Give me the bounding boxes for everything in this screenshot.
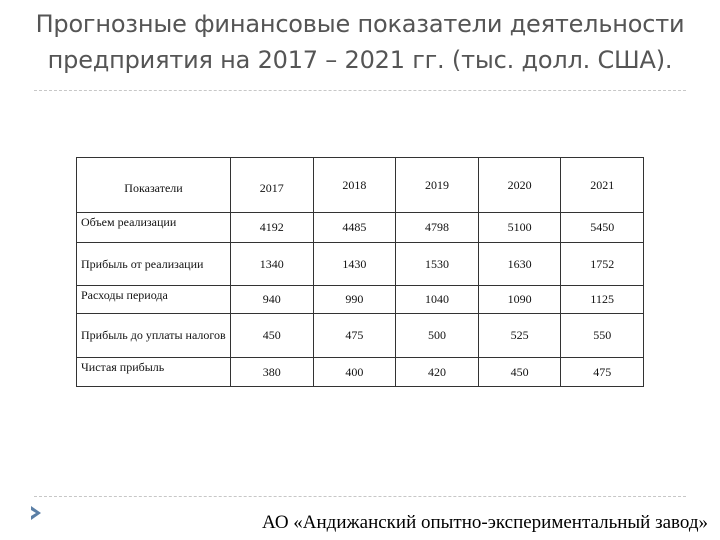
table-row (77, 213, 644, 243)
table-row (77, 243, 644, 286)
table-cell: 5450 (561, 213, 644, 243)
table-cell: 450 (231, 314, 314, 358)
table-cell: 400 (313, 358, 396, 387)
header-cell: Показатели (77, 158, 231, 213)
row-label: Чистая прибыль (77, 358, 231, 387)
table-cell: 940 (231, 286, 314, 314)
header-cell: 2017 (231, 158, 314, 213)
table-cell: 420 (396, 358, 479, 387)
table-cell: 4192 (231, 213, 314, 243)
table-cell: 1340 (231, 243, 314, 286)
table-cell: 1090 (478, 286, 561, 314)
row-label: Расходы периода (77, 286, 231, 314)
header-cell: 2020 (478, 158, 561, 213)
table-cell: 1752 (561, 243, 644, 286)
row-label: Прибыль от реализации (77, 243, 231, 286)
table-cell: 550 (561, 314, 644, 358)
table-cell: 475 (561, 358, 644, 387)
table-row (77, 286, 644, 314)
table-cell: 1040 (396, 286, 479, 314)
header-cell: 2019 (396, 158, 479, 213)
table-cell: 475 (313, 314, 396, 358)
table-row (77, 314, 644, 358)
table-header-row (77, 158, 644, 213)
company-name: АО «Андижанский опытно-экспериментальный завод» (262, 512, 708, 533)
table-cell: 1530 (396, 243, 479, 286)
table-cell: 500 (396, 314, 479, 358)
header-cell: 2018 (313, 158, 396, 213)
table-cell: 4798 (396, 213, 479, 243)
footer-divider (34, 496, 686, 497)
row-label: Объем реализации (77, 213, 231, 243)
table-cell: 1125 (561, 286, 644, 314)
row-label: Прибыль до уплаты налогов (77, 314, 231, 358)
table-cell: 990 (313, 286, 396, 314)
table-row (77, 358, 644, 387)
title-divider (34, 90, 686, 91)
table-cell: 1630 (478, 243, 561, 286)
financial-table (76, 157, 644, 387)
triangle-right-icon (30, 505, 42, 521)
title-line-2: предприятия на 2017 – 2021 гг. (тыс. долл. США). (47, 46, 673, 74)
slide-title (0, 6, 720, 78)
table-cell: 5100 (478, 213, 561, 243)
table-cell: 1430 (313, 243, 396, 286)
table-cell: 4485 (313, 213, 396, 243)
header-cell: 2021 (561, 158, 644, 213)
table-cell: 525 (478, 314, 561, 358)
table-cell: 380 (231, 358, 314, 387)
table-cell: 450 (478, 358, 561, 387)
title-line-1: Прогнозные финансовые показатели деятельности (35, 10, 685, 38)
